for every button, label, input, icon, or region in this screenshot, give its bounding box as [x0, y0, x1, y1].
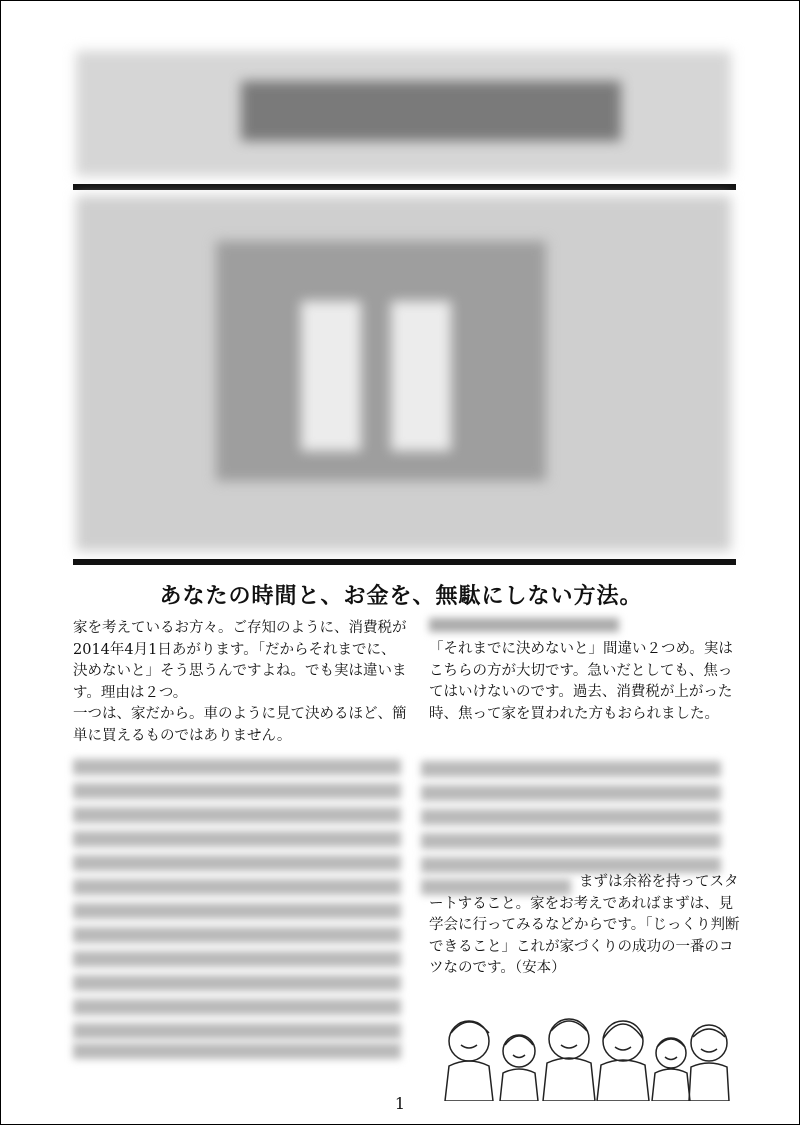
page-number: 1: [394, 1094, 406, 1113]
right-paragraph-1: 「それまでに決めないと」間違い２つめ。実はこちらの方が大切です。急いだとしても、焦ってはいけないのです。過去、消費税が上がった時、焦って家を買われた方もおられました。: [429, 641, 733, 722]
blurred-header-mark: [241, 81, 621, 141]
blurred-image-shape: [391, 301, 451, 451]
left-paragraph-2: 一つは、家だから。車のように見て決めるほど、簡単に買えるものではありません。: [73, 706, 407, 744]
left-paragraph-1: 家を考えているお方々。ご存知のように、消費税が2014年4月1日あがります。「だからそれまでに、決めないと」そう思うんですよね。でも実は違います。理由は２つ。: [73, 620, 407, 701]
bottom-rule: [73, 559, 736, 565]
left-column: [73, 618, 408, 747]
family-illustration: [441, 1011, 731, 1101]
blurred-subheading: [429, 618, 619, 632]
blurred-image-shape: [216, 241, 546, 481]
right-column: [429, 618, 744, 725]
headline: あなたの時間と、お金を、無駄にしない方法。: [159, 584, 643, 609]
top-rule: [73, 184, 736, 190]
right-paragraph-2: まずは余裕を持ってスタートすること。家をお考えであればまずは、見学会に行ってみるなどからです。「じっくり判断できること」これが家づくりの成功の一番のコツなのです。（安本）: [429, 874, 740, 976]
blurred-image-shape: [301, 301, 361, 451]
left-blurred-text: [73, 759, 401, 1059]
right-column-lower: [429, 872, 744, 980]
